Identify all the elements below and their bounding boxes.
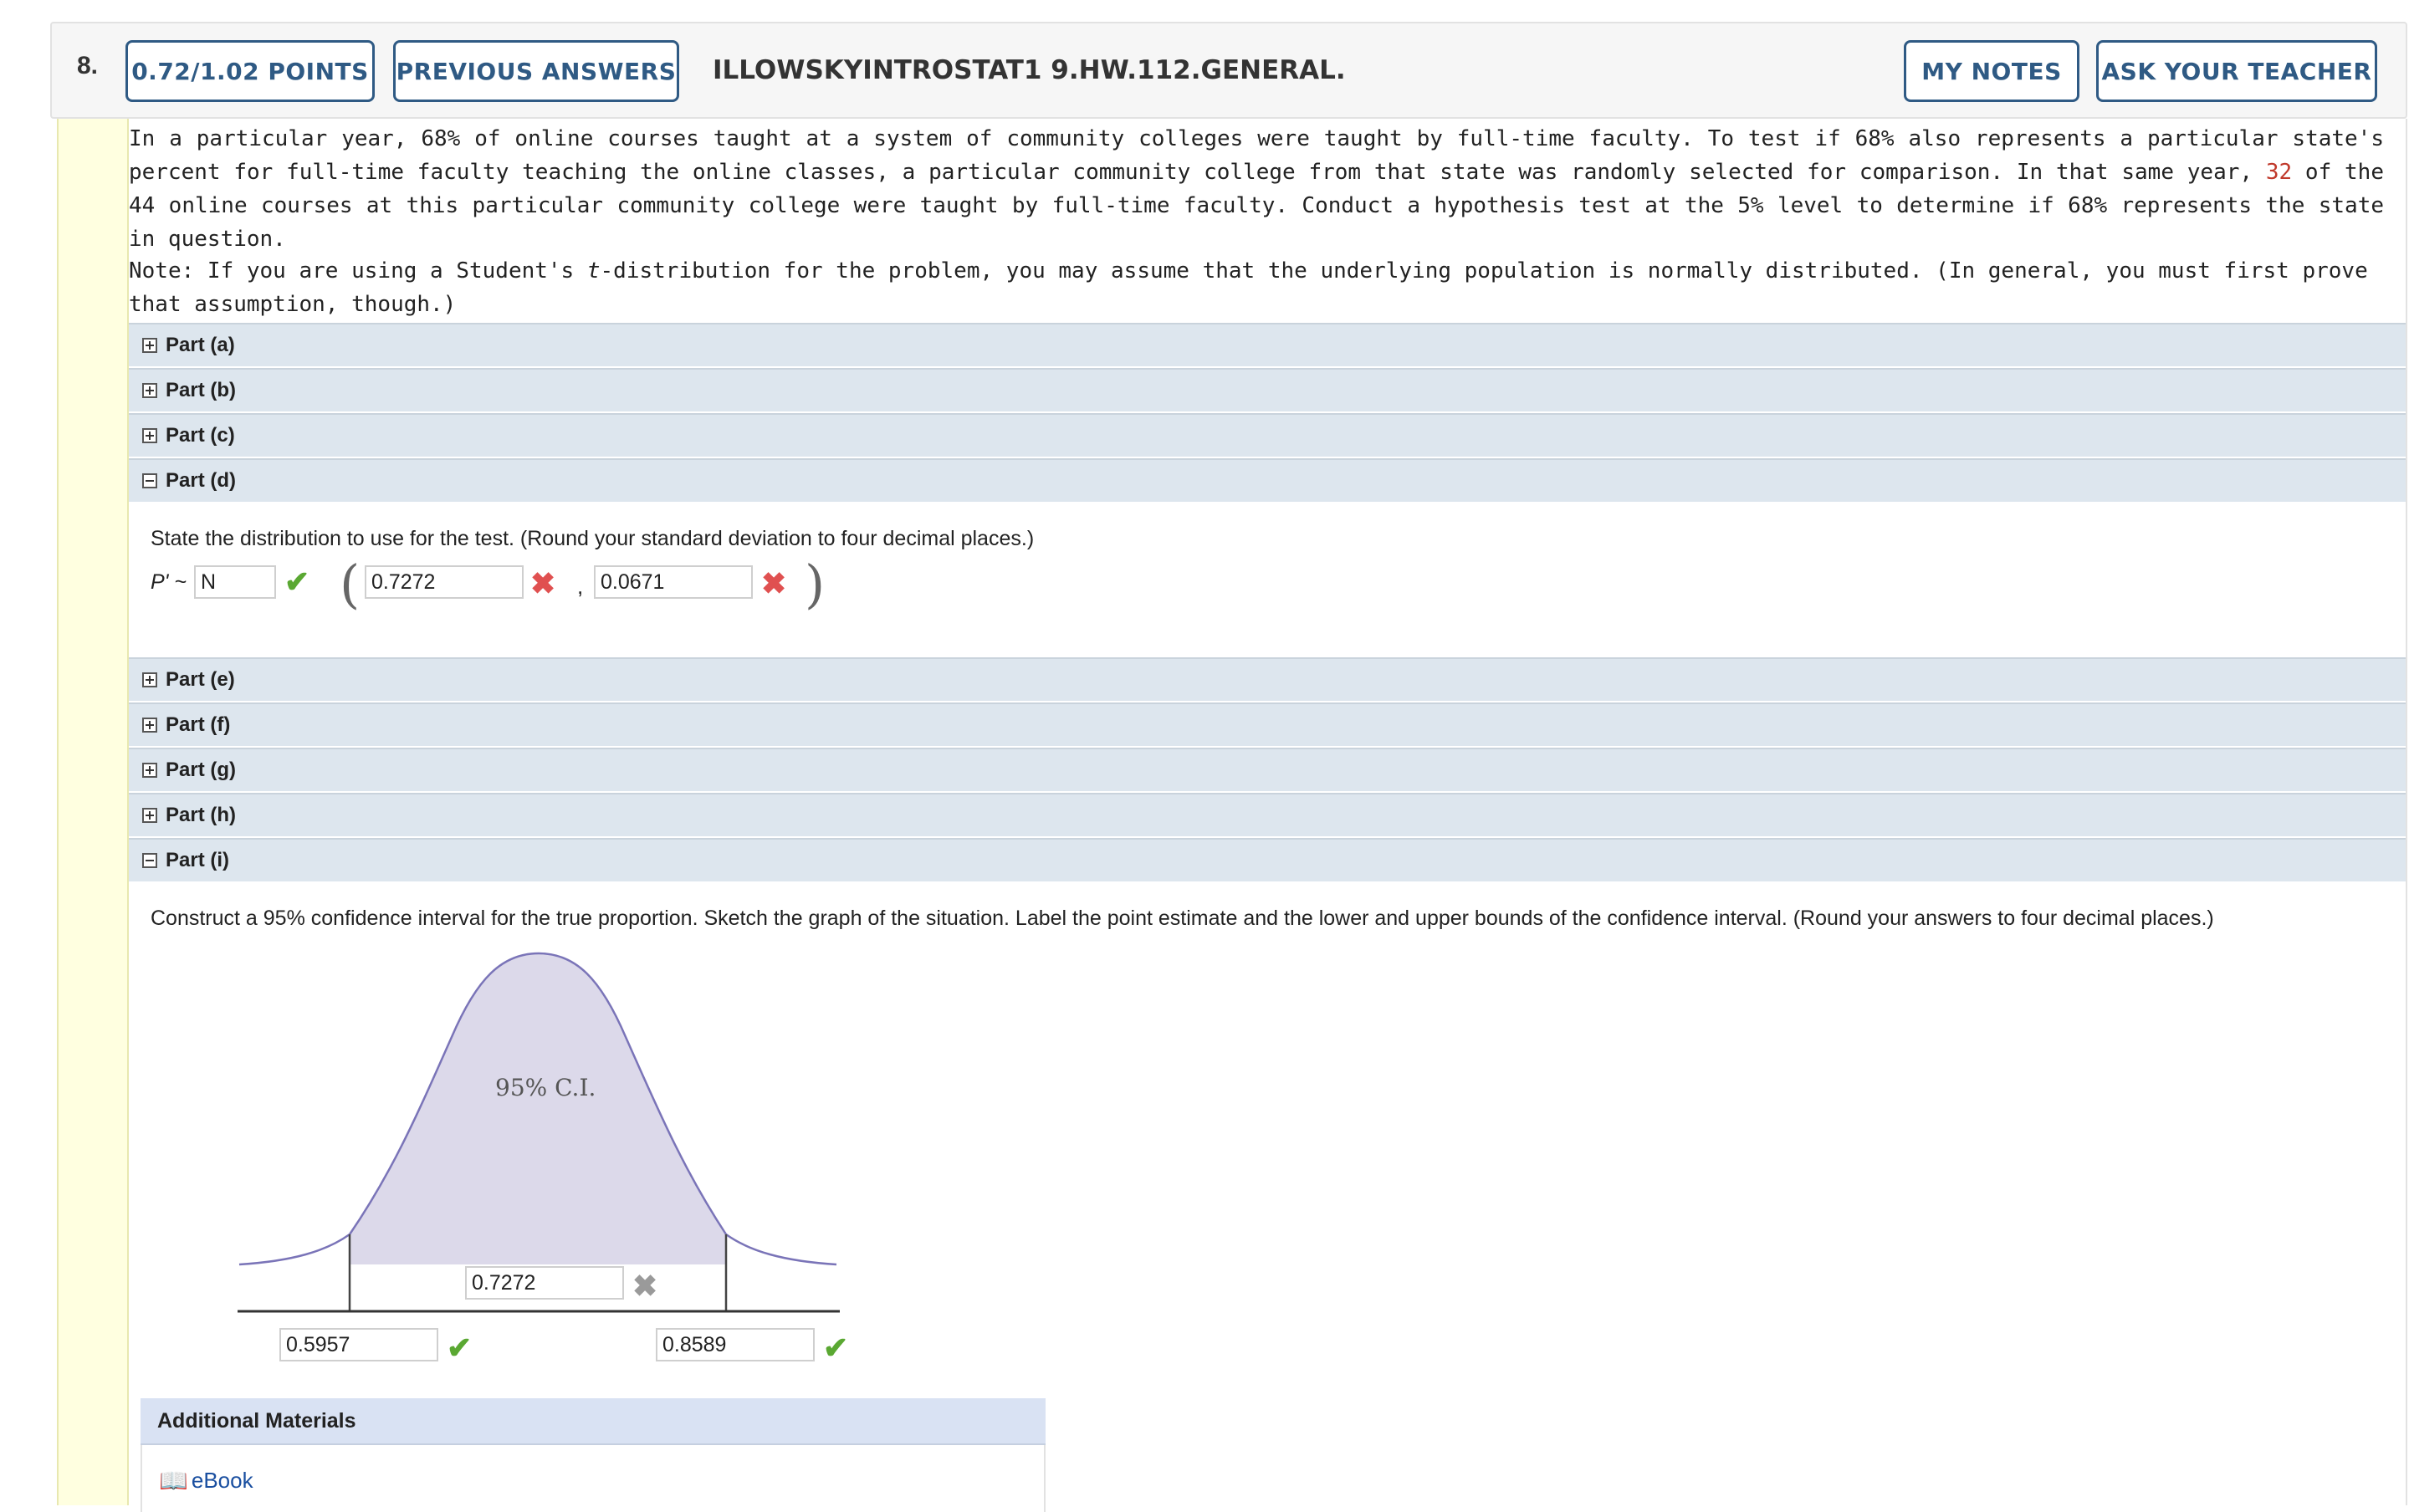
question-status-stripe [57, 119, 129, 1505]
randomized-value: 32 [2265, 160, 2293, 185]
part-d-header[interactable] [129, 458, 2406, 502]
part-i-instruction: Construct a 95% confidence interval for the true proportion. Sketch the graph of the situation. Label the point estimate and the lower and upper bounds of the confidence interval. (Round your answers to four decimal places.) [151, 907, 2214, 930]
part-c-header[interactable] [129, 413, 2406, 457]
checkmark-icon: ✔ [447, 1331, 473, 1365]
standard-deviation-input[interactable]: 0.0671 [594, 565, 753, 599]
comma: , [577, 574, 584, 599]
expand-icon [142, 763, 157, 778]
content-border [2406, 119, 2407, 1505]
part-label: Part (f) [166, 713, 231, 736]
part-label: Part (i) [166, 849, 230, 871]
collapse-icon [142, 853, 157, 868]
expand-icon [142, 338, 157, 353]
point-estimate-input[interactable]: 0.7272 [465, 1266, 624, 1300]
question-number: 8. [77, 52, 99, 79]
part-b-header[interactable] [129, 368, 2406, 411]
confidence-region [350, 953, 726, 1264]
part-f-header[interactable] [129, 702, 2406, 746]
part-a-header[interactable] [129, 323, 2406, 366]
previous-answers-button[interactable]: PREVIOUS ANSWERS [393, 40, 679, 102]
checkmark-icon: ✔ [284, 564, 310, 599]
part-label: Part (h) [166, 804, 236, 826]
expand-icon [142, 672, 157, 687]
mean-input[interactable]: 0.7272 [365, 565, 524, 599]
expand-icon [142, 808, 157, 823]
part-label: Part (g) [166, 759, 236, 781]
upper-bound-input[interactable]: 0.8589 [656, 1328, 815, 1361]
close-paren: ) [805, 554, 826, 615]
part-label: Part (e) [166, 668, 235, 691]
part-label: Part (d) [166, 469, 236, 492]
part-label: Part (b) [166, 379, 236, 401]
book-icon: 📖 [159, 1468, 188, 1494]
question-title: ILLOWSKYINTROSTAT1 9.HW.112.GENERAL. [713, 55, 1346, 85]
part-h-header[interactable] [129, 793, 2406, 836]
expand-icon [142, 428, 157, 443]
distribution-type-input[interactable]: N [194, 565, 276, 599]
points-button[interactable]: 0.72/1.02 POINTS [125, 40, 375, 102]
part-d-instruction: State the distribution to use for the test. (Round your standard deviation to four decimal places.) [151, 527, 1035, 550]
ask-your-teacher-button[interactable]: ASK YOUR TEACHER [2096, 40, 2377, 102]
collapse-icon [142, 473, 157, 488]
distribution-prefix: P' ~ [151, 570, 187, 594]
problem-statement: In a particular year, 68% of online courses taught at a system of community colleges were taught by full-time faculty. To test if 68% also represents a particular state's percent for full-time faculty teaching the online classes, a particular community college from that state was randomly selected for comparison. In that same year, 32 of the 44 online courses at this particular community college were taught by full-time faculty. Conduct a hypothesis test at the 5% level to determine if 68% represents the state in question. [129, 126, 2384, 252]
checkmark-icon: ✔ [823, 1331, 849, 1365]
cross-icon: ✖ [530, 566, 556, 600]
cross-icon: ✖ [761, 566, 787, 600]
problem-note: Note: If you are using a Student's t-distribution for the problem, you may assume that the underlying population is normally distributed. (In general, you must first prove that assumption, though.) [129, 258, 2368, 317]
part-label: Part (c) [166, 424, 235, 447]
normal-distribution-graph [226, 945, 853, 1321]
part-i-header[interactable] [129, 838, 2406, 881]
cross-icon: ✖ [632, 1269, 658, 1303]
part-label: Part (a) [166, 334, 235, 356]
ebook-link[interactable] [159, 1467, 253, 1494]
lower-bound-input[interactable]: 0.5957 [279, 1328, 438, 1361]
part-g-header[interactable] [129, 748, 2406, 791]
confidence-interval-label: 95% C.I. [495, 1074, 596, 1101]
part-e-header[interactable] [129, 657, 2406, 701]
open-paren: ( [340, 554, 361, 615]
my-notes-button[interactable]: MY NOTES [1904, 40, 2079, 102]
ebook-label: eBook [191, 1468, 253, 1493]
additional-materials-header: Additional Materials [141, 1398, 1046, 1445]
additional-materials-panel [141, 1445, 1046, 1512]
expand-icon [142, 383, 157, 398]
expand-icon [142, 718, 157, 733]
